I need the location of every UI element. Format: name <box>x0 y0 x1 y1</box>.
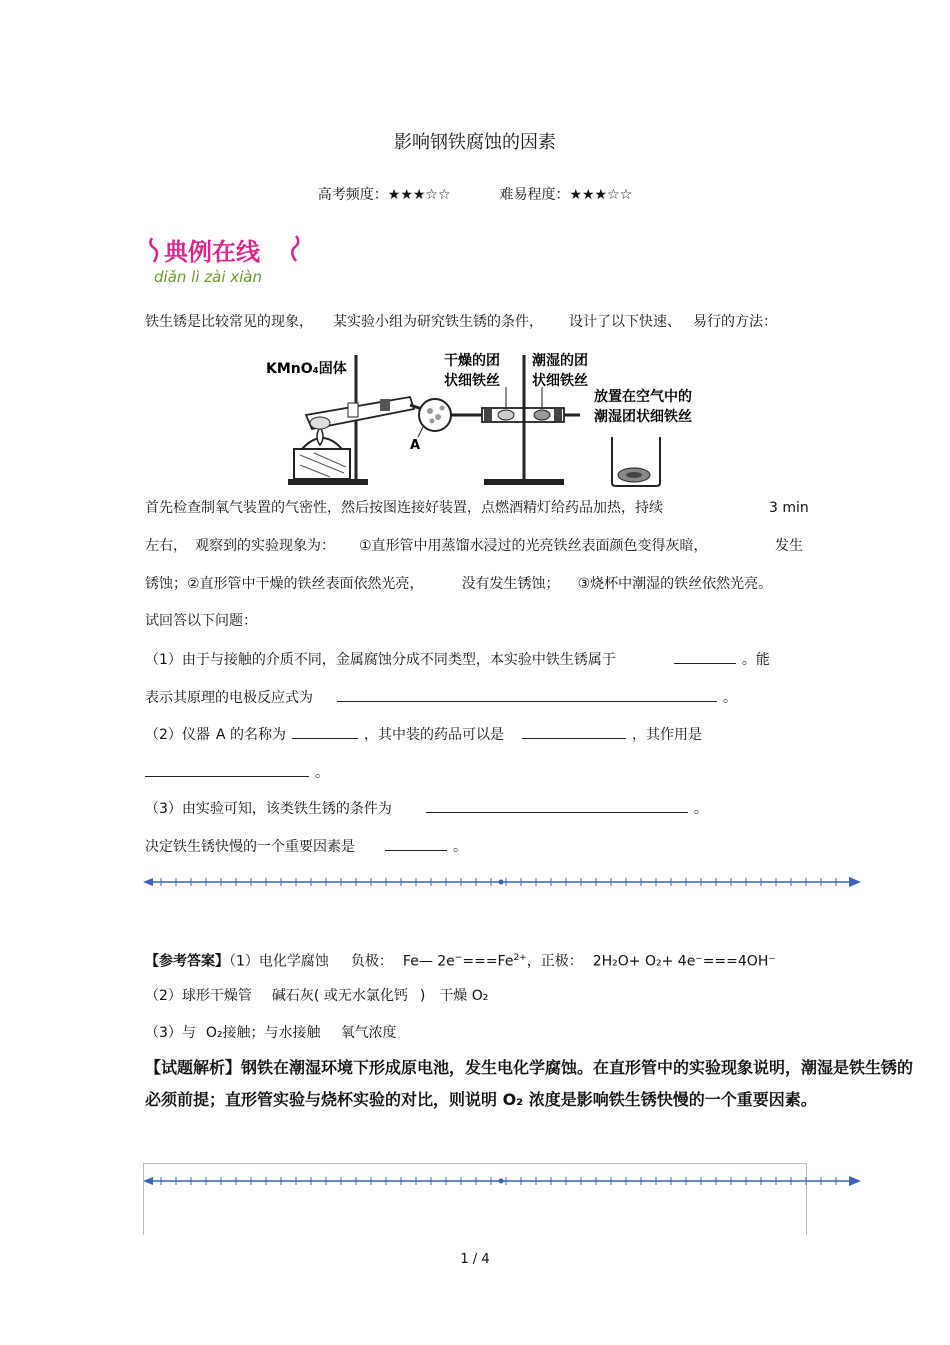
divider-ruler <box>143 1173 863 1189</box>
answer-text: O₂接触；与水接触 <box>205 1025 321 1041</box>
page-number: 1 / 4 <box>460 1252 490 1267</box>
answer-text: ( 或无水氯化钙 <box>313 988 408 1004</box>
body-line-2-tail: 发生 <box>775 538 803 554</box>
apparatus-figure <box>260 345 730 487</box>
body-text: 锈蚀；②直形管中干燥的铁丝表面依然光亮， <box>145 576 424 592</box>
body-text: ，其中装的药品可以是 <box>363 727 504 743</box>
body-line-3 <box>145 574 772 594</box>
answer-text: 2H₂O+ O₂+ 4e⁻===4OH⁻ <box>592 953 776 970</box>
answer-text: 碱石灰 <box>271 988 314 1004</box>
body-text: 决定铁生锈快慢的一个重要因素是 <box>145 839 355 855</box>
answer-blank <box>522 724 626 739</box>
analysis-text: 钢铁在潮湿环境下形成原电池，发生电化学腐蚀。在直形管中的实验现象说明，潮湿是铁生锈的必须前提；直形管实验与烧杯实验的对比，则说明 O₂ 浓度是影响铁生锈快慢的一个重要因素。 <box>145 1058 914 1109</box>
wet-wool <box>534 410 550 420</box>
body-text: （1）由于与接触的介质不同，金属腐蚀分成不同类型，本实验中铁生锈属于 <box>145 652 616 668</box>
answer-text: （1）电化学腐蚀 <box>229 953 329 970</box>
answer-text: （2）球形干燥管 <box>145 988 252 1004</box>
answer-text: ===Fe <box>462 953 514 970</box>
difficulty-label: 难易程度： <box>499 187 570 203</box>
logo-left-flourish <box>150 238 157 262</box>
answer-blank <box>337 687 717 702</box>
body-text: ，其作用是 <box>631 727 702 743</box>
answer-label: 【参考答案】 <box>145 953 229 970</box>
lamp-flame <box>317 427 323 445</box>
page-title: 影响钢铁腐蚀的因素 <box>394 132 556 153</box>
body-line-4: 试回答以下问题： <box>145 613 257 629</box>
dry-wool <box>498 410 514 420</box>
answer-superscript: 2+ <box>513 953 527 963</box>
answer-text: 负极： <box>350 953 393 970</box>
logo-text: 典例在线 <box>164 238 260 266</box>
body-text: （3）由实验可知，该类铁生锈的条件为 <box>145 801 392 817</box>
label-kmno4: KMnO₄固体 <box>266 361 347 377</box>
body-text: ①直形管中用蒸馏水浸过的光亮铁丝表面颜色变得灰暗， <box>359 538 708 554</box>
body-line-1 <box>145 498 663 518</box>
body-text: 观察到的实验现象为： <box>195 538 335 554</box>
section-logo <box>146 230 316 288</box>
question-1-cont <box>145 687 737 708</box>
intro-part-3: 设计了以下快速、 <box>569 314 681 330</box>
answer-blank <box>385 836 447 851</box>
label-dry-2: 状细铁丝 <box>444 373 500 389</box>
answer-blank <box>145 762 309 777</box>
clamp-left <box>348 403 358 417</box>
stopper-left <box>380 399 390 411</box>
frequency-label: 高考频度： <box>317 187 388 203</box>
label-air-2: 潮湿团状细铁丝 <box>594 409 692 425</box>
body-line-2 <box>145 536 708 556</box>
logo-right-flourish <box>292 236 298 261</box>
answer-text: （3）与 <box>145 1025 196 1041</box>
divider-ruler <box>143 874 863 890</box>
logo-pinyin: diǎn lì zài xiàn <box>154 268 263 286</box>
body-text: ③烧杯中潮湿的铁丝依然光亮。 <box>577 576 773 592</box>
answer-line-2 <box>145 986 488 1006</box>
answer-text: ) <box>419 988 426 1004</box>
body-text: 。能 <box>741 652 770 668</box>
answer-text: ，正极： <box>526 953 583 970</box>
body-text: 没有发生锈蚀； <box>461 576 560 592</box>
answer-text: 干燥 O₂ <box>439 988 489 1004</box>
intro-part-2: 某实验小组为研究铁生锈的条件， <box>333 314 543 330</box>
body-text: A 的名称为 <box>215 727 286 743</box>
meta-line <box>0 184 950 204</box>
kmno4-solid <box>310 417 330 429</box>
body-text: 。 <box>723 690 737 706</box>
answer-blank <box>674 649 736 664</box>
answer-text: — 2e <box>418 953 455 970</box>
question-2-cont <box>145 762 329 783</box>
body-text: 左右， <box>145 538 187 554</box>
question-3-cont <box>145 836 467 857</box>
question-2 <box>145 724 702 745</box>
answer-line-3 <box>145 1023 397 1043</box>
intro-line <box>145 312 777 332</box>
body-text: 表示其原理的电极反应式为 <box>145 690 313 706</box>
label-wet-1: 潮湿的团 <box>532 353 588 369</box>
body-text: 首先检查制氧气装置的气密性，然后按图连接好装置，点燃酒精灯给药品加热，持续 <box>145 500 663 516</box>
question-1 <box>145 649 770 670</box>
analysis-label: 【试题解析】 <box>145 1058 242 1077</box>
body-line-1-duration: 3 min <box>769 500 809 516</box>
answer-text: 氧气浓度 <box>340 1025 397 1041</box>
label-wet-2: 状细铁丝 <box>532 373 588 389</box>
intro-part-4: 易行的方法： <box>693 314 777 330</box>
answer-text: Fe <box>402 953 419 970</box>
label-a: A <box>410 438 421 453</box>
analysis-block <box>145 1052 925 1116</box>
question-3 <box>145 798 708 819</box>
body-text: 。 <box>315 765 329 781</box>
intro-part-1: 铁生锈是比较常见的现象， <box>145 314 313 330</box>
label-dry-1: 干燥的团 <box>444 353 500 369</box>
answer-blank <box>292 724 358 739</box>
frequency-stars: ★★★☆☆ <box>387 187 451 203</box>
answer-blank <box>426 798 688 813</box>
answer-line-1: 【参考答案】（1）电化学腐蚀 负极： Fe— $2e^-===Fe^{2+}$，正极： 2H₂O+ O₂+ 4e⁻===4OH⁻ <box>145 953 776 970</box>
label-air-1: 放置在空气中的 <box>594 389 692 405</box>
difficulty-stars: ★★★☆☆ <box>569 187 633 203</box>
body-text: 。 <box>693 801 708 817</box>
body-text: 。 <box>453 839 467 855</box>
right-stand-base <box>484 479 564 485</box>
body-text: （2）仪器 <box>145 727 210 743</box>
frame-top-border <box>143 1163 807 1164</box>
